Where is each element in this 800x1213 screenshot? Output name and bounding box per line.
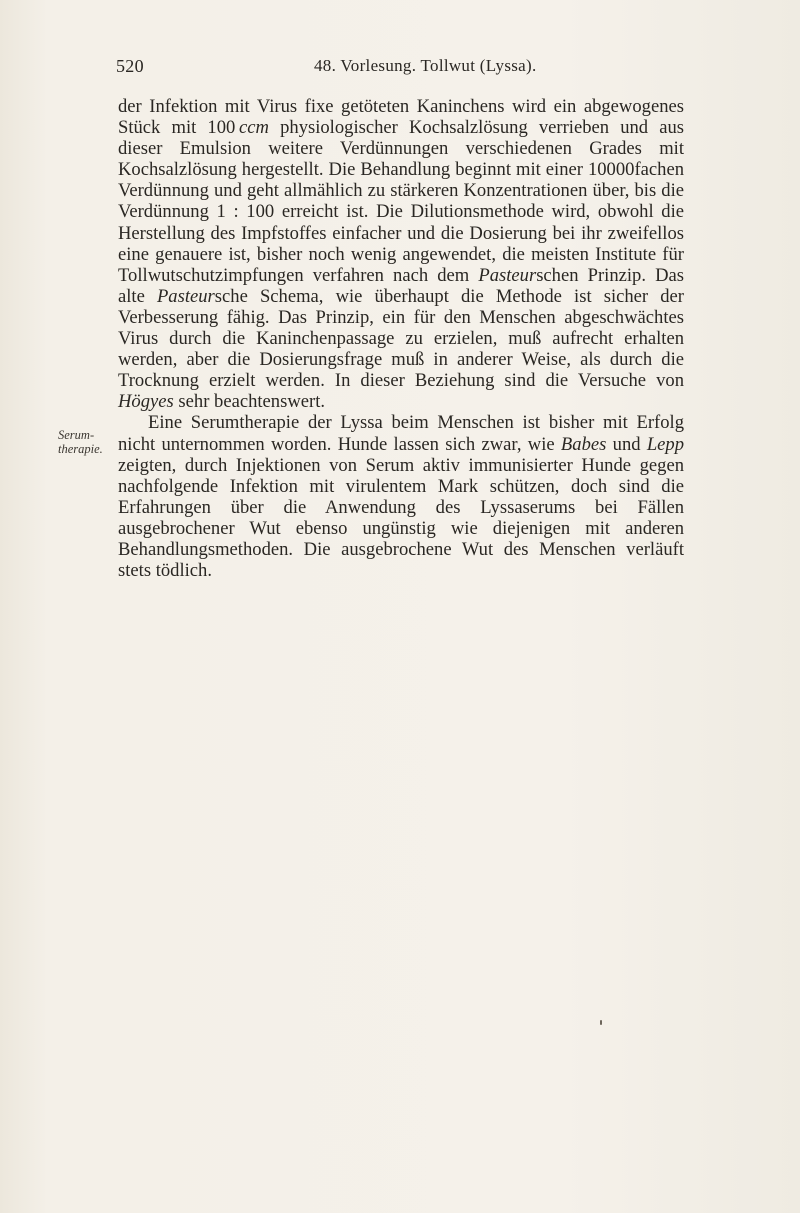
text-run: zeigten, durch Injektionen von Serum aktiv immunisierter Hunde gegen nachfolgende Infektion mit virulentem Mark schützen, doch sind die Erfahrungen über die Anwendung des Lyssaserums bei Fällen ausgebrochener Wut ebenso ungünstig wie diejenigen mit anderen Behandlungsmethoden. Die ausgebrochene Wut des Menschen verläuft stets tödlich. <box>118 454 684 582</box>
text-run: physiologischer Kochsalzlösung verrieben und aus dieser Emulsion weitere Verdünnungen verschiedenen Grades mit Kochsalzlösung hergestellt. Die Behandlung beginnt mit einer 10000fachen Verdünnung und geht allmählich zu stärkeren Konzentrationen über, bis die Verdünnung 1 : 100 erreicht ist. Die Dilutionsmethode wird, obwohl die Herstellung des Impfstoffes einfacher und die Dosierung bei ihr zweifellos eine genauere ist, bisher noch wenig angewendet, die meisten Institute für Tollwutschutzimpfungen verfahren nach dem <box>118 117 684 286</box>
page-header <box>116 56 676 82</box>
unit-ccm: ccm <box>239 117 269 139</box>
paper-speck <box>600 1020 602 1025</box>
name-pasteur: Pasteur <box>156 285 215 307</box>
margin-note-line-1: Serum- <box>58 428 95 442</box>
text-run: sche Schema, wie überhaupt die Methode ist sicher der Verbesserung fähig. Das Prinzip, ein für den Menschen abgeschwächtes Virus durch die Kaninchenpassage zu erzielen, muß aufrecht erhalten werden, aber die Dosierungsfrage muß in anderer Weise, als durch die Trocknung erzielt werden. In dieser Beziehung sind die Versuche von <box>118 285 684 392</box>
text-run: der Infektion mit Virus fixe getöteten Kaninchens wird ein abgewogenes Stück mit 100 <box>118 96 684 139</box>
paragraph-dilution-method <box>118 96 684 412</box>
body-text <box>118 96 684 581</box>
name-pasteur: Pasteur <box>478 264 537 286</box>
margin-note-line-2: therapie. <box>58 442 103 456</box>
page-number: 520 <box>116 56 144 76</box>
margin-note-serumtherapie <box>58 428 116 456</box>
running-head: 48. Vorlesung. Tollwut (Lyssa). <box>314 56 537 75</box>
name-hogyes: Högyes <box>118 391 174 413</box>
text-run: Eine Serumtherapie der Lyssa beim Menschen ist bisher mit Erfolg nicht unternommen worden. Hunde lassen sich zwar, wie <box>118 412 684 455</box>
text-run: sehr beachtenswert. <box>173 391 326 413</box>
text-run: schen Prinzip. Das alte <box>118 264 684 307</box>
name-babes: Babes <box>560 433 607 455</box>
text-run: und <box>606 433 647 455</box>
name-lepp: Lepp <box>646 433 685 455</box>
paragraph-serum-therapy <box>118 412 684 581</box>
